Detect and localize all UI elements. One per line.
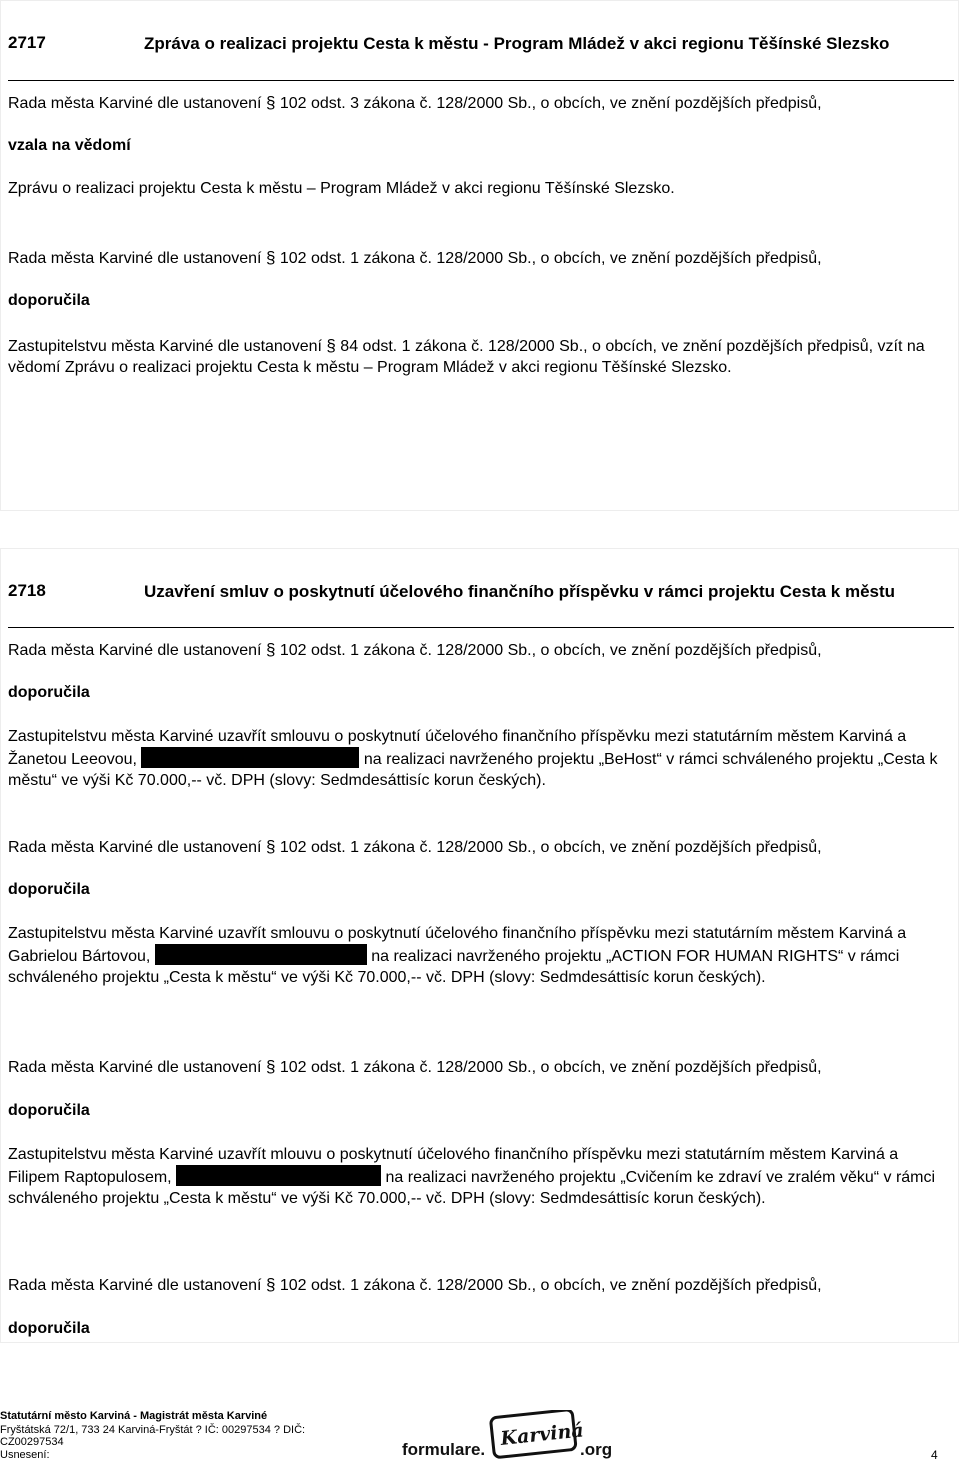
redaction-bar xyxy=(155,944,367,965)
recommendation-text: Zastupitelstvu města Karviné dle ustanovení § 84 odst. 1 zákona č. 128/2000 Sb., o obcích, ve znění pozdějších předpisů, vzít na vědomí Zprávu o realizaci projektu Cesta k městu – Program Mládež v akci regionu Těšínské Slezsko. xyxy=(8,336,925,376)
verdict-label: doporučila xyxy=(8,684,90,701)
section-sign: § xyxy=(265,93,276,112)
legal-basis: Rada města Karviné dle ustanovení § 102 odst. 3 zákona č. 128/2000 Sb., o obcích, ve znění pozdějších předpisů, xyxy=(8,93,822,112)
redaction-bar xyxy=(176,1165,381,1186)
logo-suffix: .org xyxy=(580,1440,613,1459)
footer-organization: Statutární město Karviná - Magistrát města Karviné xyxy=(0,1410,268,1422)
verdict-label: doporučila xyxy=(8,1320,90,1337)
section-sign: § xyxy=(265,1275,276,1294)
resolution-box-2718 xyxy=(0,548,959,1343)
footer-address: Fryštátská 72/1, 733 24 Karviná-Fryštát ? IČ: 00297534 ? DIČ: CZ00297534 xyxy=(0,1424,306,1448)
footer-label: Usnesení: xyxy=(0,1449,50,1461)
heading-rule xyxy=(8,627,954,628)
verdict-label: doporučila xyxy=(8,881,90,898)
redaction-bar xyxy=(141,747,359,768)
legal-basis: Rada města Karviné dle ustanovení § 102 odst. 1 zákona č. 128/2000 Sb., o obcích, ve znění pozdějších předpisů, xyxy=(8,248,822,267)
legal-basis: Rada města Karviné dle ustanovení § 102 odst. 1 zákona č. 128/2000 Sb., o obcích, ve znění pozdějších předpisů, xyxy=(8,640,822,659)
section-sign: § xyxy=(265,1057,276,1076)
resolution-title: Uzavření smluv o poskytnutí účelového finančního příspěvku v rámci projektu Cesta k městu xyxy=(144,582,896,601)
verdict-label: doporučila xyxy=(8,1102,90,1119)
legal-basis: Rada města Karviné dle ustanovení § 102 odst. 1 zákona č. 128/2000 Sb., o obcích, ve znění pozdějších předpisů, xyxy=(8,837,822,856)
page-footer xyxy=(0,1408,960,1464)
resolution-title: Zpráva o realizaci projektu Cesta k městu - Program Mládež v akci regionu Těšínské Slezsko xyxy=(144,34,890,53)
heading-rule xyxy=(8,80,954,81)
formulare-karvina-logo xyxy=(402,1410,614,1462)
resolution-number: 2718 xyxy=(8,581,46,600)
section-sign: § xyxy=(265,837,276,856)
contract-text: Zastupitelstvu města Karviné uzavřít smlouvu o poskytnutí účelového finančního příspěvku mezi statutárním městem Karviná a Gabrielou Bártovou, na realizaci navrženého projektu „ACTION FOR HUMAN RIGHTS“ v rámci schváleného projektu „Cesta k městu“ ve výši Kč 70.000,-- vč. DPH (slovy: Sedmdesáttisíc korun českých). xyxy=(8,925,907,986)
verdict-label: doporučila xyxy=(8,292,90,309)
section-sign: § xyxy=(265,640,276,659)
verdict-text: Zprávu o realizaci projektu Cesta k městu – Program Mládež v akci regionu Těšínské Slezsko. xyxy=(8,180,675,197)
resolution-box-2717 xyxy=(0,0,959,511)
logo-brand: Karviná xyxy=(499,1419,585,1450)
verdict-label: vzala na vědomí xyxy=(8,137,131,154)
resolution-number: 2717 xyxy=(8,33,46,52)
page-number: 4 xyxy=(931,1448,938,1462)
section-sign: § xyxy=(265,248,276,267)
legal-basis: Rada města Karviné dle ustanovení § 102 odst. 1 zákona č. 128/2000 Sb., o obcích, ve znění pozdějších předpisů, xyxy=(8,1057,822,1076)
contract-text: Zastupitelstvu města Karviné uzavřít smlouvu o poskytnutí účelového finančního příspěvku mezi statutárním městem Karviná a Žanetou Leeovou, na realizaci navrženého projektu „BeHost“ v rámci schváleného projektu „Cesta k městu“ ve výši Kč 70.000,-- vč. DPH (slovy: Sedmdesáttisíc korun českých). xyxy=(8,728,938,789)
contract-text: Zastupitelstvu města Karviné uzavřít mlouvu o poskytnutí účelového finančního příspěvku mezi statutárním městem Karviná a Filipem Raptopulosem, na realizaci navrženého projektu „Cvičením ke zdraví ve zralém věku“ v rámci schváleného projektu „Cesta k městu“ ve výši Kč 70.000,-- vč. DPH (slovy: Sedmdesáttisíc korun českých). xyxy=(8,1146,936,1207)
legal-basis: Rada města Karviné dle ustanovení § 102 odst. 1 zákona č. 128/2000 Sb., o obcích, ve znění pozdějších předpisů, xyxy=(8,1275,822,1294)
logo-text: formulare. xyxy=(402,1440,486,1459)
section-sign: § xyxy=(326,336,336,355)
